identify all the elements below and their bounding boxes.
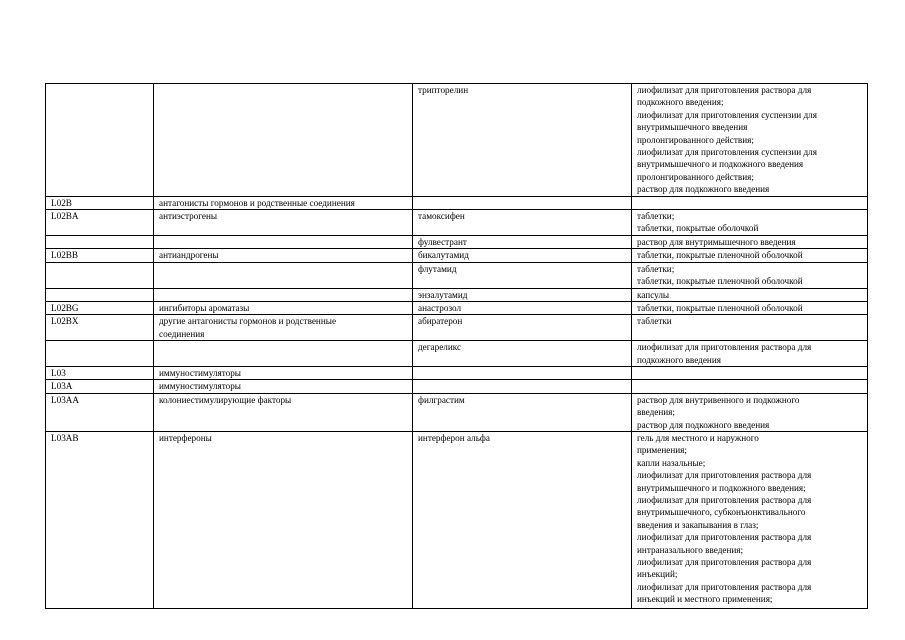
atc-code bbox=[51, 341, 149, 353]
atc-code-cell bbox=[46, 301, 154, 314]
group-name-cell bbox=[154, 210, 413, 236]
dosage-form-line: пролонгированного действия; bbox=[637, 134, 754, 145]
substance-cell bbox=[413, 366, 632, 379]
atc-code-cell bbox=[46, 84, 154, 197]
substance-name bbox=[418, 380, 627, 392]
dosage-form-line: подкожного введения; bbox=[637, 97, 724, 108]
dosage-form-line: лиофилизат для приготовления раствора для bbox=[637, 85, 812, 95]
dosage-form-line: таблетки, покрытые оболочкой bbox=[637, 223, 759, 234]
dosage-form-line: внутримышечного, субконъюнктивального bbox=[637, 507, 806, 518]
group-name-line: антагонисты гормонов и родственные соединения bbox=[159, 197, 355, 208]
substance-name: абиратерон bbox=[418, 316, 463, 327]
atc-code-cell bbox=[46, 431, 154, 608]
dosage-forms-cell bbox=[632, 84, 868, 197]
dosage-form-line: таблетки; bbox=[637, 263, 675, 274]
substance-cell bbox=[413, 393, 632, 431]
atc-code: L03AA bbox=[51, 394, 80, 405]
table-row bbox=[46, 393, 868, 431]
dosage-forms-cell bbox=[632, 249, 868, 262]
dosage-form-line: таблетки, покрытые пленочной оболочкой bbox=[637, 302, 803, 313]
group-name-cell bbox=[154, 235, 413, 248]
group-name-cell bbox=[154, 380, 413, 393]
dosage-form-line: таблетки; bbox=[637, 211, 675, 222]
substance-name: бикалутамид bbox=[418, 250, 469, 261]
substance-name: дегареликс bbox=[418, 342, 462, 353]
dosage-forms-cell bbox=[632, 431, 868, 608]
dosage-form-line: введения и закапывания в глаз; bbox=[637, 519, 759, 530]
table-row bbox=[46, 366, 868, 379]
substance-name: энзалутамид bbox=[418, 289, 468, 300]
group-name-cell bbox=[154, 431, 413, 608]
dosage-form-line: инъекций; bbox=[637, 569, 678, 580]
dosage-form-line: лиофилизат для приготовления раствора для bbox=[637, 557, 812, 568]
group-name-cell bbox=[154, 366, 413, 379]
atc-code: L02BB bbox=[51, 250, 79, 261]
atc-code: L02BX bbox=[51, 316, 79, 327]
table-row bbox=[46, 84, 868, 197]
group-name-cell bbox=[154, 84, 413, 197]
atc-code: L02BG bbox=[51, 302, 79, 313]
table-row bbox=[46, 235, 868, 248]
group-name-cell bbox=[154, 288, 413, 301]
group-name-line: антиэстрогены bbox=[159, 211, 218, 222]
substance-name bbox=[418, 197, 627, 209]
table-row bbox=[46, 380, 868, 393]
group-name-line: антиандрогены bbox=[159, 250, 219, 261]
dosage-form-line: лиофилизат для приготовления раствора для bbox=[637, 470, 812, 481]
table-row bbox=[46, 301, 868, 314]
dosage-form-line: внутримышечного введения bbox=[637, 122, 748, 133]
atc-code-cell bbox=[46, 393, 154, 431]
substance-cell bbox=[413, 262, 632, 288]
dosage-form-line: лиофилизат для приготовления раствора для bbox=[637, 342, 812, 353]
dosage-form-line: интраназального введения; bbox=[637, 544, 744, 555]
group-name-line: другие антагонисты гормонов и родственные bbox=[159, 316, 337, 327]
dosage-forms-cell bbox=[632, 366, 868, 379]
drug-classification-table bbox=[45, 83, 868, 609]
dosage-forms-cell bbox=[632, 235, 868, 248]
dosage-form-line: лиофилизат для приготовления раствора для bbox=[637, 532, 812, 543]
atc-code-cell bbox=[46, 249, 154, 262]
substance-cell bbox=[413, 84, 632, 197]
table-row bbox=[46, 210, 868, 236]
dosage-form-line: капли назальные; bbox=[637, 457, 706, 468]
dosage-forms-cell bbox=[632, 262, 868, 288]
dosage-form-line: гель для местного и наружного bbox=[637, 432, 759, 443]
atc-code: L03A bbox=[51, 381, 73, 392]
atc-code-cell bbox=[46, 288, 154, 301]
atc-code-cell bbox=[46, 380, 154, 393]
dosage-forms-cell bbox=[632, 301, 868, 314]
dosage-forms-cell bbox=[632, 393, 868, 431]
dosage-form-line: раствор для внутримышечного введения bbox=[637, 236, 796, 247]
group-name-cell bbox=[154, 262, 413, 288]
substance-cell bbox=[413, 341, 632, 367]
dosage-form-line: раствор для подкожного введения bbox=[637, 184, 770, 195]
table-row bbox=[46, 431, 868, 608]
dosage-form-line: применения; bbox=[637, 445, 687, 456]
dosage-form-line: подкожного введения bbox=[637, 354, 721, 365]
group-name-line: ингибиторы ароматазы bbox=[159, 302, 250, 313]
dosage-form-line: капсулы bbox=[637, 289, 670, 300]
substance-name: флутамид bbox=[418, 263, 457, 274]
table-row bbox=[46, 315, 868, 341]
substance-cell bbox=[413, 315, 632, 341]
group-name-cell bbox=[154, 196, 413, 209]
dosage-form-line: таблетки bbox=[637, 316, 672, 327]
substance-name: фулвестрант bbox=[418, 236, 467, 247]
table-row bbox=[46, 341, 868, 367]
atc-code bbox=[51, 236, 149, 248]
group-name-line: иммуностимуляторы bbox=[159, 367, 241, 378]
atc-code-cell bbox=[46, 235, 154, 248]
document-page bbox=[45, 83, 861, 609]
group-name-line: колониестимулирующие факторы bbox=[159, 394, 292, 405]
substance-name: тамоксифен bbox=[418, 211, 465, 222]
substance-cell bbox=[413, 249, 632, 262]
dosage-form-line: лиофилизат для приготовления раствора для bbox=[637, 581, 812, 592]
group-name-cell bbox=[154, 315, 413, 341]
substance-cell bbox=[413, 301, 632, 314]
group-name-cell bbox=[154, 301, 413, 314]
dosage-form-line: раствор для внутривенного и подкожного bbox=[637, 394, 800, 405]
dosage-forms-cell bbox=[632, 380, 868, 393]
table-row bbox=[46, 262, 868, 288]
substance-name: интерферон альфа bbox=[418, 432, 490, 443]
dosage-form-line: таблетки, покрытые пленочной оболочкой bbox=[637, 276, 803, 287]
dosage-form-line: лиофилизат для приготовления раствора для bbox=[637, 495, 812, 505]
group-name-line: соединения bbox=[159, 328, 205, 339]
substance-name: анастрозол bbox=[418, 302, 462, 313]
dosage-form-line: внутримышечного и подкожного введения; bbox=[637, 482, 806, 493]
table-row bbox=[46, 249, 868, 262]
group-name-cell bbox=[154, 393, 413, 431]
substance-cell bbox=[413, 380, 632, 393]
dosage-form-line: раствор для подкожного введения bbox=[637, 419, 770, 430]
atc-code: L03AB bbox=[51, 432, 79, 443]
dosage-forms-cell bbox=[632, 341, 868, 367]
substance-name bbox=[418, 367, 627, 379]
substance-name: трипторелин bbox=[418, 85, 469, 95]
dosage-form-line: лиофилизат для приготовления суспензии для bbox=[637, 147, 817, 158]
substance-cell bbox=[413, 210, 632, 236]
atc-code: L02BA bbox=[51, 211, 79, 222]
dosage-form-line: лиофилизат для приготовления суспензии для bbox=[637, 109, 817, 120]
substance-name: филграстим bbox=[418, 394, 465, 405]
group-name-cell bbox=[154, 249, 413, 262]
dosage-form-line: внутримышечного и подкожного введения bbox=[637, 159, 804, 170]
dosage-forms-cell bbox=[632, 196, 868, 209]
table-row bbox=[46, 288, 868, 301]
atc-code-cell bbox=[46, 210, 154, 236]
dosage-forms-cell bbox=[632, 315, 868, 341]
dosage-form-line: инъекций и местного применения; bbox=[637, 594, 773, 605]
group-name-line: иммуностимуляторы bbox=[159, 381, 241, 392]
substance-cell bbox=[413, 288, 632, 301]
atc-code-cell bbox=[46, 366, 154, 379]
table-row bbox=[46, 196, 868, 209]
atc-code-cell bbox=[46, 341, 154, 367]
substance-cell bbox=[413, 235, 632, 248]
dosage-forms-cell bbox=[632, 210, 868, 236]
atc-code: L02B bbox=[51, 197, 72, 208]
substance-cell bbox=[413, 431, 632, 608]
atc-code: L03 bbox=[51, 367, 66, 378]
group-name-cell bbox=[154, 341, 413, 367]
atc-code bbox=[51, 263, 149, 275]
group-name-line: интерфероны bbox=[159, 432, 212, 443]
dosage-form-line: введения; bbox=[637, 407, 675, 418]
atc-code bbox=[51, 84, 149, 96]
dosage-forms-cell bbox=[632, 288, 868, 301]
dosage-form-line: пролонгированного действия; bbox=[637, 171, 754, 182]
atc-code-cell bbox=[46, 196, 154, 209]
substance-cell bbox=[413, 196, 632, 209]
atc-code-cell bbox=[46, 262, 154, 288]
atc-code-cell bbox=[46, 315, 154, 341]
dosage-form-line: таблетки, покрытые пленочной оболочкой bbox=[637, 250, 803, 261]
atc-code bbox=[51, 289, 149, 301]
